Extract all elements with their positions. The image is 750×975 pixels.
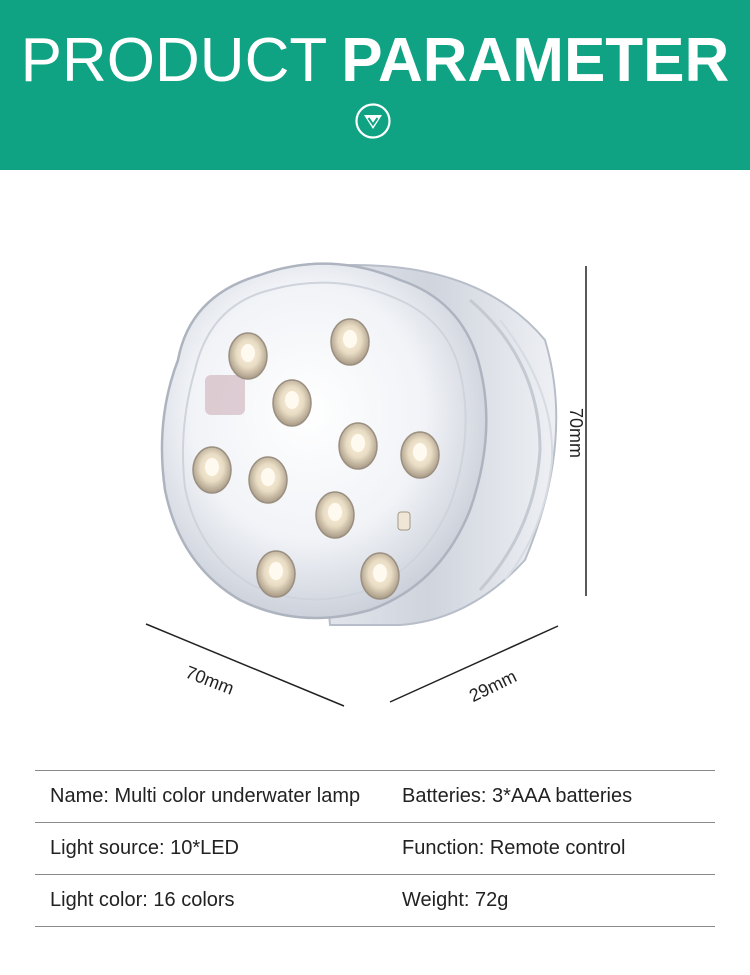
spec-row (35, 875, 715, 927)
led (331, 319, 369, 365)
spec-batteries: Batteries: 3*AAA batteries (402, 785, 633, 807)
page-title (0, 26, 750, 96)
spec-row (35, 823, 715, 875)
spec-function: Function: Remote control (402, 837, 626, 859)
dimension-label-depth: 29mm (466, 666, 520, 706)
header-banner (0, 0, 750, 170)
spec-light-color: Light color: 16 colors (50, 889, 235, 911)
spec-table (35, 770, 715, 927)
dimension-line-width (146, 624, 344, 706)
led (339, 423, 377, 469)
led (249, 457, 287, 503)
dimension-label-width: 70mm (182, 662, 237, 699)
spec-name: Name: Multi color underwater lamp (50, 785, 361, 807)
spec-weight: Weight: 72g (402, 889, 509, 911)
page-title-light: PRODUCT (20, 26, 328, 95)
led (361, 553, 399, 599)
led (273, 380, 311, 426)
led (401, 432, 439, 478)
led (316, 492, 354, 538)
dimension-label-height: 70mm (566, 408, 586, 459)
led (257, 551, 295, 597)
led (193, 447, 231, 493)
spec-row (35, 771, 715, 823)
lamp-face (162, 264, 486, 618)
spec-light-source: Light source: 10*LED (50, 837, 240, 859)
chevron-down-circle-icon (354, 102, 392, 140)
page-title-bold: PARAMETER (341, 26, 730, 95)
product-image (0, 170, 750, 760)
led (229, 333, 267, 379)
